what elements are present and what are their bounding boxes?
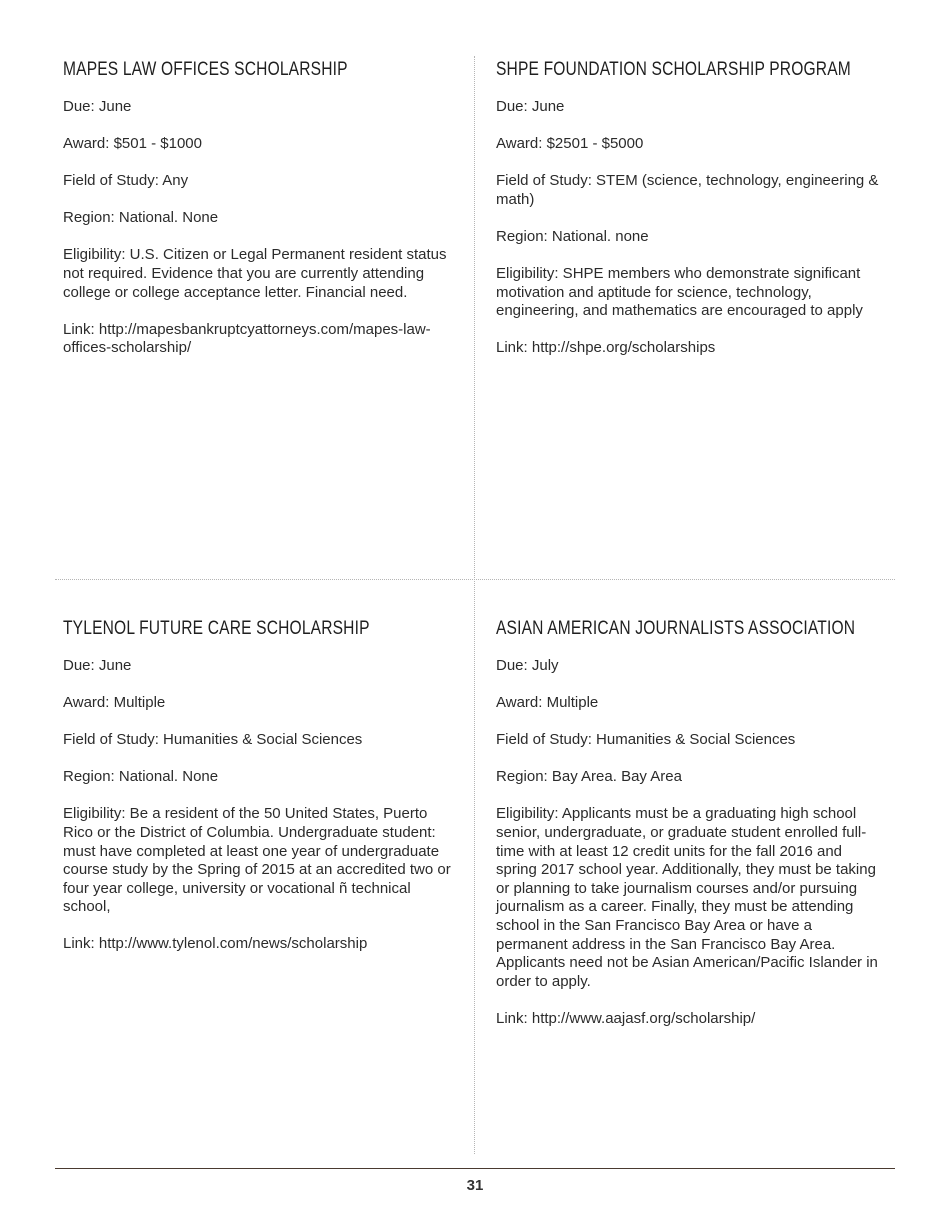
scholarship-award: Award: Multiple: [63, 694, 166, 712]
scholarship-region: Region: National. none: [496, 227, 649, 245]
scholarship-region: Region: National. None: [63, 768, 219, 786]
scholarship-title: MAPES LAW OFFICES SCHOLARSHIP: [63, 59, 348, 80]
scholarship-due: Due: June: [63, 657, 132, 674]
row-divider: [55, 579, 895, 580]
scholarship-region: Region: National. None: [63, 209, 219, 227]
scholarship-card-mapes: [63, 59, 453, 376]
page-number: 31: [466, 1177, 484, 1194]
scholarship-due: Due: June: [63, 98, 132, 115]
scholarship-eligibility: Eligibility: U.S. Citizen or Legal Permanent resident status not required. Evidence that you are currently attending college or college acceptance letter. Financial need.: [63, 246, 447, 301]
scholarship-eligibility: Eligibility: SHPE members who demonstrate significant motivation and aptitude for science, technology, engineering, and mathematics are encouraged to apply: [496, 264, 863, 320]
scholarship-link: Link: http://mapesbankruptcyattorneys.com/mapes-law-offices-scholarship/: [63, 320, 431, 357]
scholarship-card-tylenol: [63, 618, 453, 973]
scholarship-field: Field of Study: Humanities & Social Sciences: [63, 731, 363, 749]
scholarship-eligibility: Eligibility: Applicants must be a graduating high school senior, undergraduate, or graduate student enrolled full-time with at least 12 credit units for the fall 2016 and spring 2017 school year. Additionally, they must be taking or planning to take journalism courses and/or pursuing journalism as a career. Finally, they must be attending school in the San Francisco Bay Area or have a permanent address in the San Francisco Bay Area. Applicants need not be Asian American/Pacific Islander in order to apply.: [496, 805, 878, 990]
scholarship-region: Region: Bay Area. Bay Area: [496, 768, 682, 786]
scholarship-card-aaja: [496, 618, 886, 1047]
scholarship-title: ASIAN AMERICAN JOURNALISTS ASSOCIATION: [496, 618, 856, 639]
scholarship-title: TYLENOL FUTURE CARE SCHOLARSHIP: [63, 618, 370, 639]
scholarship-due: Due: June: [496, 98, 565, 115]
scholarship-field: Field of Study: Humanities & Social Sciences: [496, 731, 796, 749]
scholarship-link: Link: http://www.tylenol.com/news/scholarship: [63, 935, 368, 953]
scholarship-link: Link: http://www.aajasf.org/scholarship/: [496, 1009, 756, 1027]
scholarship-link: Link: http://shpe.org/scholarships: [496, 339, 716, 357]
scholarship-field: Field of Study: STEM (science, technology, engineering & math): [496, 172, 879, 208]
scholarship-eligibility: Eligibility: Be a resident of the 50 United States, Puerto Rico or the District of Columbia. Undergraduate student: must have completed at least one year of undergraduate course study by the Spring of 2015 at an accredited two or four year college, university or vocational ñ technical school,: [63, 805, 451, 916]
scholarship-field: Field of Study: Any: [63, 172, 189, 190]
footer-rule: [55, 1168, 895, 1169]
scholarship-award: Award: $501 - $1000: [63, 135, 202, 153]
scholarship-award: Award: $2501 - $5000: [496, 135, 644, 153]
scholarship-due: Due: July: [496, 657, 559, 674]
scholarship-title: SHPE FOUNDATION SCHOLARSHIP PROGRAM: [496, 59, 851, 80]
scholarship-award: Award: Multiple: [496, 694, 599, 712]
column-divider: [474, 56, 475, 1154]
scholarship-card-shpe: [496, 59, 886, 376]
